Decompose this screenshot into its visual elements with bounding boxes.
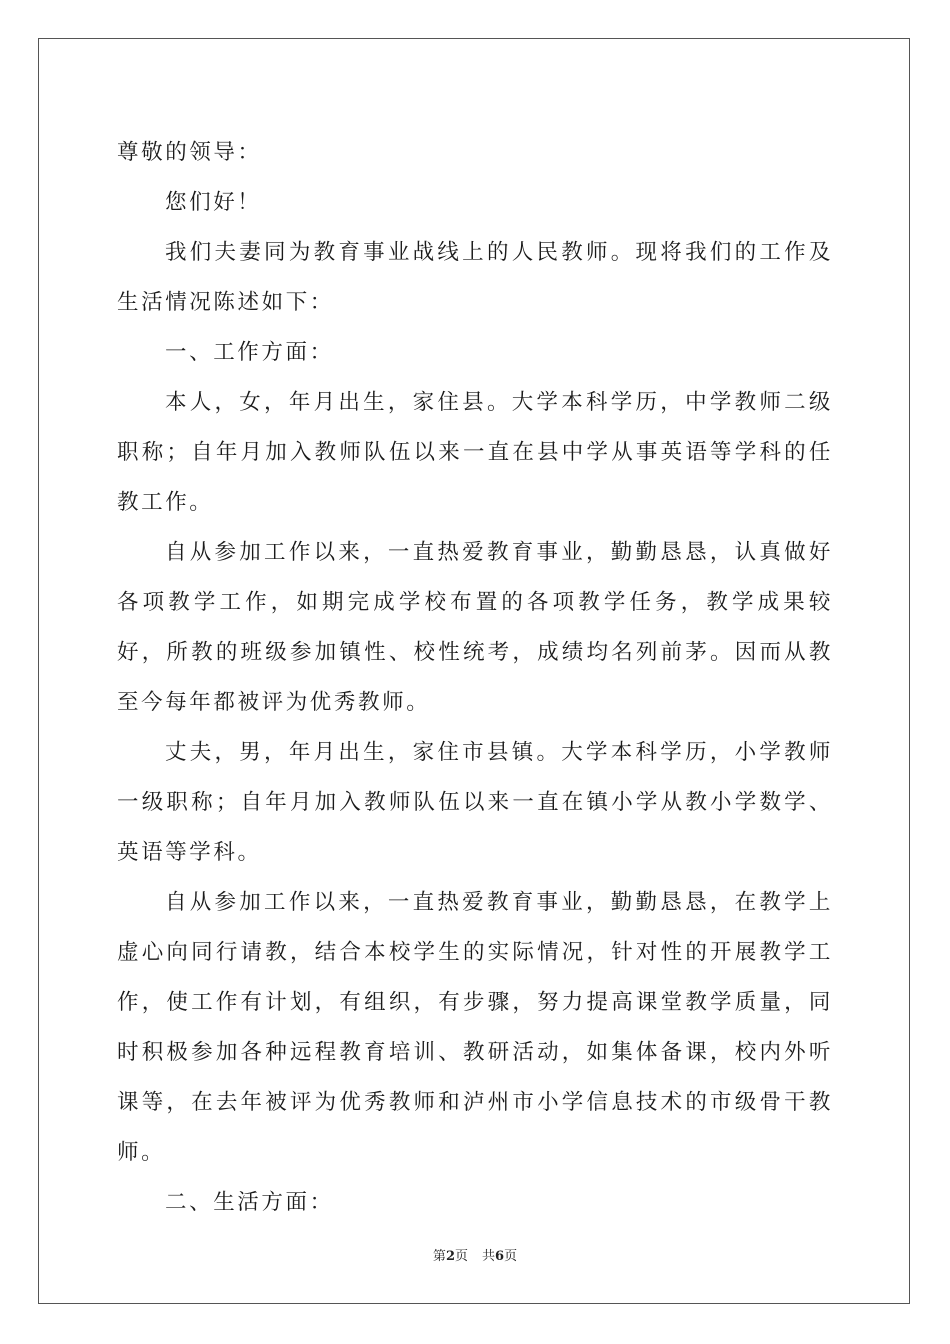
husband-work-paragraph: 自从参加工作以来，一直热爱教育事业，勤勤恳恳，在教学上虚心向同行请教，结合本校学生的实际情况，针对性的开展教学工作，使工作有计划，有组织，有步骤，努力提高课堂教学质量，同时积极参加各种远程教育培训、教研活动，如集体备课，校内外听课等，在去年被评为优秀教师和泸州市小学信息技术的市级骨干教师。 bbox=[117, 890, 833, 1165]
greeting: 您们好！ bbox=[165, 190, 262, 215]
total-prefix: 共 bbox=[482, 1249, 496, 1264]
intro-paragraph: 我们夫妻同为教育事业战线上的人民教师。现将我们的工作及生活情况陈述如下： bbox=[117, 240, 833, 315]
total-pages: 6 bbox=[495, 1249, 505, 1264]
wife-work-paragraph: 自从参加工作以来，一直热爱教育事业，勤勤恳恳，认真做好各项教学工作，如期完成学校布置的各项教学任务，教学成果较好，所教的班级参加镇性、校性统考，成绩均名列前茅。因而从教至今每年都被评为优秀教师。 bbox=[117, 540, 833, 715]
page-prefix: 第 bbox=[432, 1249, 446, 1264]
husband-info-paragraph: 丈夫，男，年月出生，家住市县镇。大学本科学历，小学教师一级职称；自年月加入教师队伍以来一直在镇小学从教小学数学、英语等学科。 bbox=[117, 740, 833, 865]
document-body bbox=[117, 128, 833, 1228]
page-number: 2 bbox=[445, 1249, 455, 1264]
salutation: 尊敬的领导： bbox=[117, 140, 262, 165]
page-suffix: 页 bbox=[454, 1249, 468, 1264]
page-footer bbox=[0, 1245, 950, 1264]
total-suffix: 页 bbox=[504, 1249, 518, 1264]
section-heading-work: 一、工作方面： bbox=[165, 340, 334, 365]
wife-info-paragraph: 本人，女，年月出生，家住县。大学本科学历，中学教师二级职称；自年月加入教师队伍以来一直在县中学从事英语等学科的任教工作。 bbox=[117, 390, 833, 515]
section-heading-life: 二、生活方面： bbox=[165, 1190, 334, 1215]
